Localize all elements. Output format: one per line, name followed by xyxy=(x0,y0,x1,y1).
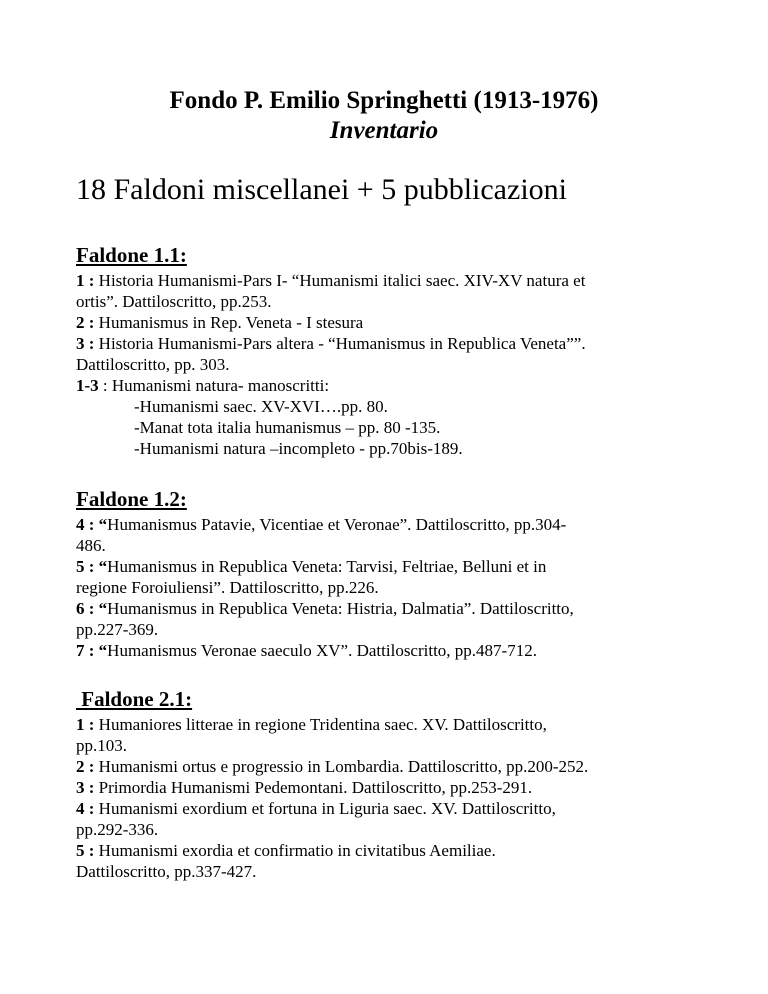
inventory-line xyxy=(76,861,716,882)
inventory-line xyxy=(76,333,716,354)
inventory-line xyxy=(76,535,716,556)
page-subtitle: Inventario xyxy=(329,117,439,144)
item-description: -Manat tota italia humanismus – pp. 80 -135. xyxy=(134,418,441,437)
inventory-line xyxy=(76,396,716,417)
inventory-line xyxy=(76,840,716,861)
item-description: Humanismus Veronae saeculo XV”. Dattiloscritto, pp.487-712. xyxy=(107,641,537,660)
section-faldone-2-1 xyxy=(76,686,716,882)
item-description: Dattiloscritto, pp.337-427. xyxy=(76,862,257,881)
item-number: 3 : xyxy=(76,334,95,353)
item-number: 5 : “ xyxy=(76,557,108,576)
inventory-line xyxy=(76,354,716,375)
section-heading: Faldone 1.2: xyxy=(76,487,187,511)
item-description: Humanismus in Republica Veneta: Histria, Dalmatia”. Dattiloscritto, xyxy=(107,599,574,618)
item-number: 6 : “ xyxy=(76,599,108,618)
page-title: Fondo P. Emilio Springhetti (1913-1976) xyxy=(169,87,599,114)
item-description: pp.292-336. xyxy=(76,820,159,839)
item-description: Humaniores litterae in regione Tridentina saec. XV. Dattiloscritto, xyxy=(94,715,547,734)
collection-summary: 18 Faldoni miscellanei + 5 pubblicazioni xyxy=(76,173,567,206)
item-number: 4 : xyxy=(76,799,95,818)
item-number: 5 : xyxy=(76,841,95,860)
item-description: 486. xyxy=(76,536,106,555)
item-description: : Humanismi natura- manoscritti: xyxy=(98,376,330,395)
item-description: Humanismus Patavie, Vicentiae et Veronae”. Dattiloscritto, pp.304- xyxy=(107,515,567,534)
inventory-line xyxy=(76,756,716,777)
item-number: 2 : xyxy=(76,757,95,776)
item-description: Humanismus in Republica Veneta: Tarvisi, Feltriae, Belluni et in xyxy=(107,557,547,576)
item-description: Historia Humanismi-Pars altera - “Humanismus in Republica Veneta””. xyxy=(94,334,586,353)
inventory-line xyxy=(76,514,716,535)
item-description: regione Foroiuliensi”. Dattiloscritto, pp.226. xyxy=(76,578,379,597)
item-description: pp.227-369. xyxy=(76,620,159,639)
inventory-line xyxy=(76,312,716,333)
item-description: pp.103. xyxy=(76,736,127,755)
item-description: -Humanismi natura –incompleto - pp.70bis-189. xyxy=(134,439,463,458)
inventory-line xyxy=(76,798,716,819)
inventory-line xyxy=(76,577,716,598)
section-faldone-1-1 xyxy=(76,242,716,459)
item-number: 1 : xyxy=(76,715,95,734)
item-number: 1 : xyxy=(76,271,95,290)
item-number: 4 : “ xyxy=(76,515,108,534)
item-number: 7 : “ xyxy=(76,641,108,660)
item-description: Humanismi ortus e progressio in Lombardia. Dattiloscritto, pp.200-252. xyxy=(94,757,589,776)
inventory-line xyxy=(76,556,716,577)
inventory-line xyxy=(76,714,716,735)
item-description: Humanismi exordium et fortuna in Liguria saec. XV. Dattiloscritto, xyxy=(94,799,556,818)
item-number: 2 : xyxy=(76,313,95,332)
item-description: Primordia Humanismi Pedemontani. Dattiloscritto, pp.253-291. xyxy=(94,778,533,797)
section-heading: Faldone 2.1: xyxy=(76,687,193,711)
item-description: -Humanismi saec. XV-XVI….pp. 80. xyxy=(134,397,388,416)
inventory-line xyxy=(76,819,716,840)
item-description: Humanismi exordia et confirmatio in civitatibus Aemiliae. xyxy=(94,841,496,860)
inventory-line xyxy=(76,640,716,661)
inventory-line xyxy=(76,735,716,756)
item-description: Historia Humanismi-Pars I- “Humanismi italici saec. XIV-XV natura et xyxy=(94,271,586,290)
section-faldone-1-2 xyxy=(76,486,716,661)
inventory-line xyxy=(76,375,716,396)
inventory-line xyxy=(76,291,716,312)
section-heading: Faldone 1.1: xyxy=(76,243,187,267)
item-description: Dattiloscritto, pp. 303. xyxy=(76,355,230,374)
item-number: 1-3 xyxy=(76,376,99,395)
inventory-line xyxy=(76,777,716,798)
item-description: Humanismus in Rep. Veneta - I stesura xyxy=(94,313,364,332)
inventory-line xyxy=(76,270,716,291)
inventory-line xyxy=(76,619,716,640)
title-block xyxy=(0,86,768,146)
item-number: 3 : xyxy=(76,778,95,797)
item-description: ortis”. Dattiloscritto, pp.253. xyxy=(76,292,272,311)
inventory-line xyxy=(76,417,716,438)
inventory-line xyxy=(76,438,716,459)
inventory-line xyxy=(76,598,716,619)
